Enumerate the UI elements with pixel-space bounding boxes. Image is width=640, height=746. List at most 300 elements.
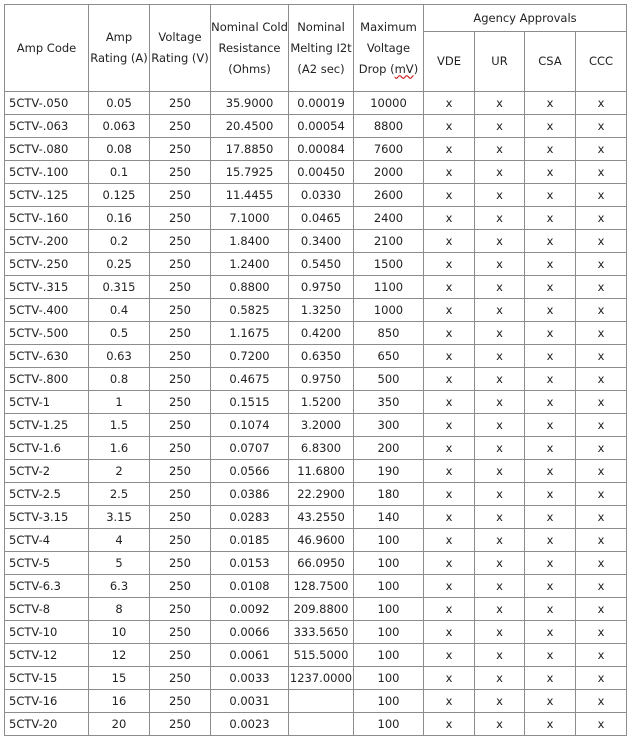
melting-i2t-cell: 0.3400 bbox=[289, 230, 354, 253]
melting-i2t-cell: 3.2000 bbox=[289, 414, 354, 437]
vde-approval-cell: x bbox=[424, 621, 475, 644]
table-row bbox=[5, 92, 627, 115]
ccc-approval-cell: x bbox=[576, 138, 627, 161]
cold-resistance-cell: 0.0386 bbox=[211, 483, 289, 506]
table-row bbox=[5, 184, 627, 207]
vde-approval-cell: x bbox=[424, 230, 475, 253]
vde-approval-cell: x bbox=[424, 299, 475, 322]
vde-approval-cell: x bbox=[424, 322, 475, 345]
amp-code-cell: 5CTV-4 bbox=[5, 529, 89, 552]
table-row bbox=[5, 299, 627, 322]
ccc-approval-cell: x bbox=[576, 529, 627, 552]
voltage-rating-cell: 250 bbox=[150, 621, 211, 644]
melting-i2t-cell: 0.9750 bbox=[289, 368, 354, 391]
csa-approval-cell: x bbox=[525, 690, 576, 713]
ccc-approval-cell: x bbox=[576, 483, 627, 506]
csa-approval-cell: x bbox=[525, 161, 576, 184]
cold-resistance-cell: 0.8800 bbox=[211, 276, 289, 299]
table-row bbox=[5, 598, 627, 621]
ur-approval-cell: x bbox=[475, 644, 525, 667]
amp-code-cell: 5CTV-5 bbox=[5, 552, 89, 575]
ur-approval-cell: x bbox=[475, 230, 525, 253]
voltage-rating-cell: 250 bbox=[150, 299, 211, 322]
ccc-approval-cell: x bbox=[576, 575, 627, 598]
voltage-rating-cell: 250 bbox=[150, 644, 211, 667]
table-row bbox=[5, 414, 627, 437]
vde-approval-cell: x bbox=[424, 115, 475, 138]
ur-approval-cell: x bbox=[475, 368, 525, 391]
csa-approval-cell: x bbox=[525, 483, 576, 506]
melting-i2t-cell: 66.0950 bbox=[289, 552, 354, 575]
ccc-approval-cell: x bbox=[576, 345, 627, 368]
melting-i2t-cell: 1.3250 bbox=[289, 299, 354, 322]
table-row bbox=[5, 575, 627, 598]
amp-code-cell: 5CTV-.630 bbox=[5, 345, 89, 368]
melting-i2t-cell: 333.5650 bbox=[289, 621, 354, 644]
voltage-rating-cell: 250 bbox=[150, 345, 211, 368]
voltage-drop-cell: 2100 bbox=[354, 230, 424, 253]
voltage-rating-cell: 250 bbox=[150, 184, 211, 207]
voltage-drop-cell: 8800 bbox=[354, 115, 424, 138]
voltage-rating-cell: 250 bbox=[150, 207, 211, 230]
ccc-approval-cell: x bbox=[576, 460, 627, 483]
amp-code-cell: 5CTV-.200 bbox=[5, 230, 89, 253]
table-row bbox=[5, 437, 627, 460]
amp-code-cell: 5CTV-2 bbox=[5, 460, 89, 483]
table-row bbox=[5, 460, 627, 483]
cold-resistance-cell: 0.4675 bbox=[211, 368, 289, 391]
ur-approval-cell: x bbox=[475, 253, 525, 276]
voltage-rating-cell: 250 bbox=[150, 713, 211, 736]
melting-i2t-cell: 0.00450 bbox=[289, 161, 354, 184]
csa-approval-cell: x bbox=[525, 138, 576, 161]
csa-approval-cell: x bbox=[525, 276, 576, 299]
amp-rating-cell: 8 bbox=[89, 598, 150, 621]
amp-code-cell: 5CTV-20 bbox=[5, 713, 89, 736]
vde-approval-cell: x bbox=[424, 690, 475, 713]
voltage-drop-cell: 1100 bbox=[354, 276, 424, 299]
ccc-approval-cell: x bbox=[576, 92, 627, 115]
vde-approval-cell: x bbox=[424, 184, 475, 207]
voltage-rating-cell: 250 bbox=[150, 391, 211, 414]
voltage-rating-cell: 250 bbox=[150, 92, 211, 115]
vde-approval-cell: x bbox=[424, 644, 475, 667]
vde-approval-cell: x bbox=[424, 276, 475, 299]
vde-approval-cell: x bbox=[424, 598, 475, 621]
voltage-drop-prefix: Maximum Voltage Drop ( bbox=[358, 19, 417, 76]
amp-code-cell: 5CTV-.160 bbox=[5, 207, 89, 230]
ur-approval-cell: x bbox=[475, 276, 525, 299]
vde-approval-cell: x bbox=[424, 460, 475, 483]
voltage-rating-cell: 250 bbox=[150, 322, 211, 345]
amp-rating-cell: 10 bbox=[89, 621, 150, 644]
ur-approval-cell: x bbox=[475, 138, 525, 161]
voltage-rating-cell: 250 bbox=[150, 483, 211, 506]
vde-approval-cell: x bbox=[424, 414, 475, 437]
cold-resistance-cell: 0.0033 bbox=[211, 667, 289, 690]
table-row bbox=[5, 207, 627, 230]
ccc-approval-cell: x bbox=[576, 506, 627, 529]
voltage-rating-cell: 250 bbox=[150, 276, 211, 299]
table-row bbox=[5, 506, 627, 529]
amp-rating-cell: 0.125 bbox=[89, 184, 150, 207]
vde-approval-cell: x bbox=[424, 391, 475, 414]
voltage-rating-cell: 250 bbox=[150, 667, 211, 690]
amp-rating-cell: 16 bbox=[89, 690, 150, 713]
ccc-approval-cell: x bbox=[576, 299, 627, 322]
melting-i2t-cell: 0.00054 bbox=[289, 115, 354, 138]
ur-approval-cell: x bbox=[475, 437, 525, 460]
ur-approval-cell: x bbox=[475, 414, 525, 437]
table-row bbox=[5, 552, 627, 575]
cold-resistance-cell: 0.0066 bbox=[211, 621, 289, 644]
table-row bbox=[5, 529, 627, 552]
cold-resistance-cell: 0.0566 bbox=[211, 460, 289, 483]
amp-rating-cell: 0.2 bbox=[89, 230, 150, 253]
vde-approval-cell: x bbox=[424, 368, 475, 391]
amp-code-cell: 5CTV-3.15 bbox=[5, 506, 89, 529]
voltage-rating-cell: 250 bbox=[150, 115, 211, 138]
ccc-approval-cell: x bbox=[576, 368, 627, 391]
csa-approval-cell: x bbox=[525, 621, 576, 644]
amp-rating-cell: 15 bbox=[89, 667, 150, 690]
table-row bbox=[5, 276, 627, 299]
voltage-drop-unit: mV bbox=[394, 61, 414, 76]
amp-code-cell: 5CTV-.063 bbox=[5, 115, 89, 138]
amp-rating-cell: 6.3 bbox=[89, 575, 150, 598]
ccc-approval-cell: x bbox=[576, 667, 627, 690]
ccc-approval-cell: x bbox=[576, 414, 627, 437]
ur-approval-cell: x bbox=[475, 207, 525, 230]
amp-rating-cell: 20 bbox=[89, 713, 150, 736]
amp-code-cell: 5CTV-.080 bbox=[5, 138, 89, 161]
col-header-melting-i2t: Nominal Melting I2t (A2 sec) bbox=[289, 5, 354, 92]
table-row bbox=[5, 621, 627, 644]
col-header-agency-approvals: Agency Approvals bbox=[424, 5, 627, 32]
melting-i2t-cell: 0.00084 bbox=[289, 138, 354, 161]
col-header-cold-resistance: Nominal Cold Resistance (Ohms) bbox=[211, 5, 289, 92]
table-row bbox=[5, 368, 627, 391]
amp-code-cell: 5CTV-.050 bbox=[5, 92, 89, 115]
csa-approval-cell: x bbox=[525, 575, 576, 598]
amp-rating-cell: 2 bbox=[89, 460, 150, 483]
voltage-drop-cell: 100 bbox=[354, 644, 424, 667]
table-row bbox=[5, 667, 627, 690]
amp-code-cell: 5CTV-1 bbox=[5, 391, 89, 414]
voltage-drop-cell: 7600 bbox=[354, 138, 424, 161]
vde-approval-cell: x bbox=[424, 506, 475, 529]
table-row bbox=[5, 138, 627, 161]
vde-approval-cell: x bbox=[424, 138, 475, 161]
melting-i2t-cell: 1.5200 bbox=[289, 391, 354, 414]
amp-rating-cell: 0.315 bbox=[89, 276, 150, 299]
melting-i2t-cell: 0.0465 bbox=[289, 207, 354, 230]
csa-approval-cell: x bbox=[525, 667, 576, 690]
melting-i2t-cell: 6.8300 bbox=[289, 437, 354, 460]
voltage-drop-cell: 2600 bbox=[354, 184, 424, 207]
ccc-approval-cell: x bbox=[576, 644, 627, 667]
amp-code-cell: 5CTV-.500 bbox=[5, 322, 89, 345]
voltage-drop-cell: 100 bbox=[354, 713, 424, 736]
voltage-rating-cell: 250 bbox=[150, 506, 211, 529]
voltage-drop-cell: 100 bbox=[354, 529, 424, 552]
table-row bbox=[5, 391, 627, 414]
ur-approval-cell: x bbox=[475, 598, 525, 621]
csa-approval-cell: x bbox=[525, 207, 576, 230]
voltage-drop-cell: 1000 bbox=[354, 299, 424, 322]
amp-code-cell: 5CTV-.800 bbox=[5, 368, 89, 391]
amp-code-cell: 5CTV-16 bbox=[5, 690, 89, 713]
voltage-drop-cell: 1500 bbox=[354, 253, 424, 276]
melting-i2t-cell: 0.0330 bbox=[289, 184, 354, 207]
amp-code-cell: 5CTV-.250 bbox=[5, 253, 89, 276]
csa-approval-cell: x bbox=[525, 345, 576, 368]
csa-approval-cell: x bbox=[525, 115, 576, 138]
cold-resistance-cell: 20.4500 bbox=[211, 115, 289, 138]
melting-i2t-cell: 0.4200 bbox=[289, 322, 354, 345]
table-row bbox=[5, 161, 627, 184]
vde-approval-cell: x bbox=[424, 253, 475, 276]
cold-resistance-cell: 15.7925 bbox=[211, 161, 289, 184]
ur-approval-cell: x bbox=[475, 322, 525, 345]
ur-approval-cell: x bbox=[475, 184, 525, 207]
cold-resistance-cell: 0.0707 bbox=[211, 437, 289, 460]
csa-approval-cell: x bbox=[525, 598, 576, 621]
csa-approval-cell: x bbox=[525, 253, 576, 276]
amp-code-cell: 5CTV-10 bbox=[5, 621, 89, 644]
amp-rating-cell: 3.15 bbox=[89, 506, 150, 529]
ur-approval-cell: x bbox=[475, 506, 525, 529]
amp-rating-cell: 0.1 bbox=[89, 161, 150, 184]
table-row bbox=[5, 690, 627, 713]
melting-i2t-cell: 0.9750 bbox=[289, 276, 354, 299]
amp-rating-cell: 0.63 bbox=[89, 345, 150, 368]
cold-resistance-cell: 0.0092 bbox=[211, 598, 289, 621]
ccc-approval-cell: x bbox=[576, 276, 627, 299]
ur-approval-cell: x bbox=[475, 161, 525, 184]
voltage-rating-cell: 250 bbox=[150, 138, 211, 161]
table-row bbox=[5, 483, 627, 506]
voltage-rating-cell: 250 bbox=[150, 368, 211, 391]
csa-approval-cell: x bbox=[525, 644, 576, 667]
amp-rating-cell: 5 bbox=[89, 552, 150, 575]
col-header-vde: VDE bbox=[424, 32, 475, 92]
amp-code-cell: 5CTV-15 bbox=[5, 667, 89, 690]
cold-resistance-cell: 17.8850 bbox=[211, 138, 289, 161]
vde-approval-cell: x bbox=[424, 437, 475, 460]
csa-approval-cell: x bbox=[525, 460, 576, 483]
melting-i2t-cell: 43.2550 bbox=[289, 506, 354, 529]
voltage-rating-cell: 250 bbox=[150, 437, 211, 460]
vde-approval-cell: x bbox=[424, 345, 475, 368]
col-header-amp-code: Amp Code bbox=[5, 5, 89, 92]
amp-code-cell: 5CTV-2.5 bbox=[5, 483, 89, 506]
voltage-rating-cell: 250 bbox=[150, 253, 211, 276]
vde-approval-cell: x bbox=[424, 207, 475, 230]
voltage-drop-cell: 300 bbox=[354, 414, 424, 437]
ur-approval-cell: x bbox=[475, 483, 525, 506]
csa-approval-cell: x bbox=[525, 552, 576, 575]
voltage-drop-cell: 350 bbox=[354, 391, 424, 414]
amp-rating-cell: 2.5 bbox=[89, 483, 150, 506]
col-header-ccc: CCC bbox=[576, 32, 627, 92]
melting-i2t-cell: 0.6350 bbox=[289, 345, 354, 368]
table-row bbox=[5, 230, 627, 253]
table-body bbox=[5, 92, 627, 736]
voltage-drop-cell: 10000 bbox=[354, 92, 424, 115]
cold-resistance-cell: 1.8400 bbox=[211, 230, 289, 253]
csa-approval-cell: x bbox=[525, 92, 576, 115]
amp-rating-cell: 1.5 bbox=[89, 414, 150, 437]
amp-rating-cell: 1.6 bbox=[89, 437, 150, 460]
melting-i2t-cell: 22.2900 bbox=[289, 483, 354, 506]
table-header bbox=[5, 5, 627, 92]
voltage-drop-cell: 100 bbox=[354, 575, 424, 598]
csa-approval-cell: x bbox=[525, 529, 576, 552]
amp-code-cell: 5CTV-1.25 bbox=[5, 414, 89, 437]
melting-i2t-cell: 515.5000 bbox=[289, 644, 354, 667]
ccc-approval-cell: x bbox=[576, 253, 627, 276]
ccc-approval-cell: x bbox=[576, 322, 627, 345]
csa-approval-cell: x bbox=[525, 368, 576, 391]
melting-i2t-cell: 128.7500 bbox=[289, 575, 354, 598]
melting-i2t-cell bbox=[289, 690, 354, 713]
voltage-drop-cell: 500 bbox=[354, 368, 424, 391]
amp-code-cell: 5CTV-1.6 bbox=[5, 437, 89, 460]
col-header-ur: UR bbox=[475, 32, 525, 92]
table-row bbox=[5, 644, 627, 667]
voltage-rating-cell: 250 bbox=[150, 575, 211, 598]
csa-approval-cell: x bbox=[525, 230, 576, 253]
melting-i2t-cell bbox=[289, 713, 354, 736]
amp-rating-cell: 4 bbox=[89, 529, 150, 552]
amp-code-cell: 5CTV-.315 bbox=[5, 276, 89, 299]
table-row bbox=[5, 322, 627, 345]
melting-i2t-cell: 11.6800 bbox=[289, 460, 354, 483]
cold-resistance-cell: 0.0108 bbox=[211, 575, 289, 598]
amp-rating-cell: 0.16 bbox=[89, 207, 150, 230]
voltage-drop-cell: 2000 bbox=[354, 161, 424, 184]
cold-resistance-cell: 0.1515 bbox=[211, 391, 289, 414]
melting-i2t-cell: 1237.0000 bbox=[289, 667, 354, 690]
voltage-drop-cell: 100 bbox=[354, 690, 424, 713]
col-header-voltage-drop bbox=[354, 5, 424, 92]
ccc-approval-cell: x bbox=[576, 161, 627, 184]
amp-rating-cell: 1 bbox=[89, 391, 150, 414]
ccc-approval-cell: x bbox=[576, 207, 627, 230]
voltage-drop-cell: 140 bbox=[354, 506, 424, 529]
col-header-amp-rating: Amp Rating (A) bbox=[89, 5, 150, 92]
csa-approval-cell: x bbox=[525, 437, 576, 460]
ccc-approval-cell: x bbox=[576, 184, 627, 207]
amp-rating-cell: 0.25 bbox=[89, 253, 150, 276]
amp-code-cell: 5CTV-8 bbox=[5, 598, 89, 621]
csa-approval-cell: x bbox=[525, 184, 576, 207]
voltage-rating-cell: 250 bbox=[150, 552, 211, 575]
voltage-drop-cell: 650 bbox=[354, 345, 424, 368]
ur-approval-cell: x bbox=[475, 713, 525, 736]
ccc-approval-cell: x bbox=[576, 690, 627, 713]
voltage-drop-cell: 100 bbox=[354, 621, 424, 644]
table-row bbox=[5, 345, 627, 368]
ur-approval-cell: x bbox=[475, 299, 525, 322]
table-row bbox=[5, 253, 627, 276]
amp-rating-cell: 0.8 bbox=[89, 368, 150, 391]
cold-resistance-cell: 35.9000 bbox=[211, 92, 289, 115]
voltage-rating-cell: 250 bbox=[150, 161, 211, 184]
ur-approval-cell: x bbox=[475, 92, 525, 115]
ccc-approval-cell: x bbox=[576, 115, 627, 138]
amp-rating-cell: 0.05 bbox=[89, 92, 150, 115]
vde-approval-cell: x bbox=[424, 529, 475, 552]
ur-approval-cell: x bbox=[475, 552, 525, 575]
voltage-drop-cell: 100 bbox=[354, 598, 424, 621]
cold-resistance-cell: 7.1000 bbox=[211, 207, 289, 230]
voltage-rating-cell: 250 bbox=[150, 460, 211, 483]
amp-rating-cell: 0.5 bbox=[89, 322, 150, 345]
ur-approval-cell: x bbox=[475, 391, 525, 414]
amp-rating-cell: 0.4 bbox=[89, 299, 150, 322]
ur-approval-cell: x bbox=[475, 667, 525, 690]
csa-approval-cell: x bbox=[525, 299, 576, 322]
voltage-drop-cell: 180 bbox=[354, 483, 424, 506]
voltage-drop-cell: 2400 bbox=[354, 207, 424, 230]
amp-code-cell: 5CTV-.125 bbox=[5, 184, 89, 207]
melting-i2t-cell: 0.00019 bbox=[289, 92, 354, 115]
cold-resistance-cell: 0.1074 bbox=[211, 414, 289, 437]
voltage-rating-cell: 250 bbox=[150, 529, 211, 552]
ccc-approval-cell: x bbox=[576, 621, 627, 644]
vde-approval-cell: x bbox=[424, 161, 475, 184]
table-row bbox=[5, 115, 627, 138]
ur-approval-cell: x bbox=[475, 690, 525, 713]
ccc-approval-cell: x bbox=[576, 437, 627, 460]
ccc-approval-cell: x bbox=[576, 230, 627, 253]
cold-resistance-cell: 0.0185 bbox=[211, 529, 289, 552]
melting-i2t-cell: 209.8800 bbox=[289, 598, 354, 621]
csa-approval-cell: x bbox=[525, 391, 576, 414]
col-header-csa: CSA bbox=[525, 32, 576, 92]
cold-resistance-cell: 0.0061 bbox=[211, 644, 289, 667]
csa-approval-cell: x bbox=[525, 713, 576, 736]
table-row bbox=[5, 713, 627, 736]
cold-resistance-cell: 0.0031 bbox=[211, 690, 289, 713]
ur-approval-cell: x bbox=[475, 115, 525, 138]
voltage-drop-cell: 200 bbox=[354, 437, 424, 460]
csa-approval-cell: x bbox=[525, 506, 576, 529]
ur-approval-cell: x bbox=[475, 529, 525, 552]
voltage-rating-cell: 250 bbox=[150, 690, 211, 713]
amp-rating-cell: 0.063 bbox=[89, 115, 150, 138]
cold-resistance-cell: 0.0153 bbox=[211, 552, 289, 575]
cold-resistance-cell: 0.0023 bbox=[211, 713, 289, 736]
ur-approval-cell: x bbox=[475, 460, 525, 483]
vde-approval-cell: x bbox=[424, 575, 475, 598]
amp-code-cell: 5CTV-6.3 bbox=[5, 575, 89, 598]
amp-rating-cell: 12 bbox=[89, 644, 150, 667]
vde-approval-cell: x bbox=[424, 92, 475, 115]
ur-approval-cell: x bbox=[475, 575, 525, 598]
amp-code-cell: 5CTV-.100 bbox=[5, 161, 89, 184]
voltage-drop-cell: 100 bbox=[354, 552, 424, 575]
amp-rating-cell: 0.08 bbox=[89, 138, 150, 161]
ccc-approval-cell: x bbox=[576, 713, 627, 736]
cold-resistance-cell: 1.2400 bbox=[211, 253, 289, 276]
ur-approval-cell: x bbox=[475, 621, 525, 644]
melting-i2t-cell: 0.5450 bbox=[289, 253, 354, 276]
col-header-voltage-rating: Voltage Rating (V) bbox=[150, 5, 211, 92]
voltage-drop-cell: 190 bbox=[354, 460, 424, 483]
